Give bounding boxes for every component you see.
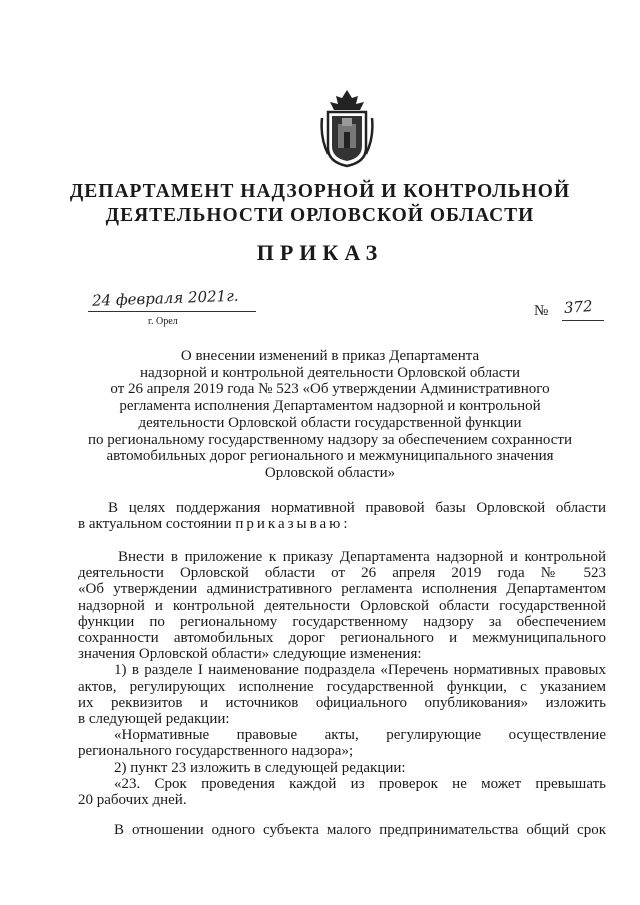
body-line: надзорной и контрольной деятельности Орловской области государственной: [78, 597, 606, 614]
body-paragraphs: [78, 549, 606, 808]
body-line: 20 рабочих дней.: [78, 792, 187, 809]
subject-line: автомобильных дорог регионального и межмуниципального значения: [106, 448, 554, 465]
body-line: их реквизитов и источников официального опубликования» изложить: [78, 694, 606, 711]
subject-line: по региональному государственному надзору за обеспечением сохранности: [88, 431, 572, 448]
subject-line: Орловской области»: [264, 464, 396, 481]
body-line: актов, регулирующих исполнение государственной функции, с указанием: [78, 678, 606, 695]
body-line: В отношении одного субъекта малого предпринимательства общий срок: [114, 822, 606, 838]
department-name-line-2: ДЕЯТЕЛЬНОСТИ ОРЛОВСКОЙ ОБЛАСТИ: [105, 205, 535, 226]
body-line: «Нормативные правовые акты, регулирующие осуществление: [114, 727, 606, 744]
body-line: деятельности Орловской области от 26 апреля 2019 года № 523: [78, 565, 606, 582]
order-number-underline: [562, 320, 604, 321]
order-subject: [60, 348, 600, 482]
subject-line: О внесении изменений в приказ Департамента: [180, 348, 480, 364]
order-title: ПРИКАЗ: [256, 240, 384, 265]
department-name-line-1: ДЕПАРТАМЕНТ НАДЗОРНОЙ И КОНТРОЛЬНОЙ: [69, 181, 571, 202]
body-line: в следующей редакции:: [78, 711, 230, 728]
subject-line: деятельности Орловской области государственной функции: [138, 414, 522, 431]
subject-line: надзорной и контрольной деятельности Орловской области: [140, 364, 520, 381]
subject-line: от 26 апреля 2019 года № 523 «Об утверждении Административного: [110, 381, 550, 398]
intro-line: В целях поддержания нормативной правовой базы Орловской области: [108, 500, 606, 516]
body-line: сохранности автомобильных дорог регионального и межмуниципального: [78, 630, 606, 647]
body-line: функции по региональному государственному надзору за обеспечением: [78, 613, 606, 630]
date-underline: [88, 311, 256, 312]
subject-line: регламента исполнения Департаментом надзорной и контрольной: [119, 398, 541, 415]
body-line: «Об утверждении административного регламента исполнения Департаментом: [78, 581, 606, 598]
handwritten-date: 24 февраля 2021г.: [91, 286, 239, 310]
city-label: г. Орел: [148, 316, 178, 327]
intro-line: [78, 516, 606, 532]
coat-of-arms-emblem: [318, 88, 376, 168]
handwritten-order-number: 372: [563, 297, 594, 317]
intro-paragraph: [78, 500, 606, 532]
intro-text: в актуальном состоянии: [78, 516, 232, 533]
order-number-label: №: [534, 303, 549, 319]
body-line: Внести в приложение к приказу Департамента надзорной и контрольной: [118, 549, 606, 565]
order-verb: приказываю:: [235, 516, 351, 533]
body-line: значения Орловской области» следующие изменения:: [78, 646, 422, 663]
last-paragraph: [78, 822, 606, 838]
body-line: «23. Срок проведения каждой из проверок не может превышать: [114, 775, 606, 792]
body-line: 2) пункт 23 изложить в следующей редакции:: [114, 759, 406, 776]
body-line: 1) в разделе I наименование подраздела «Перечень нормативных правовых: [114, 662, 606, 679]
body-line: регионального государственного надзора»;: [78, 743, 354, 760]
